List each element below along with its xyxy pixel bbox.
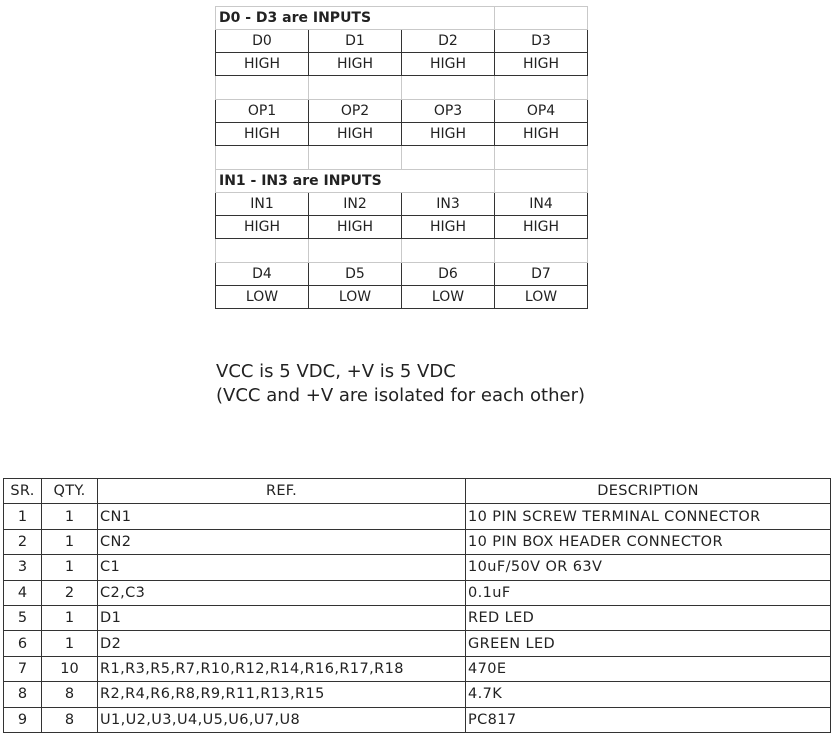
d-state-row [216,53,588,76]
sr-cell: 1 [4,504,42,529]
ref-cell: C1 [98,555,466,580]
empty-cell [495,76,588,100]
cell: HIGH [402,53,495,76]
section2-title: IN1 - IN3 are INPUTS [216,170,495,193]
table-row [4,707,831,732]
sr-cell: 3 [4,555,42,580]
ref-cell: CN1 [98,504,466,529]
sr-cell: 6 [4,631,42,656]
cell: HIGH [309,216,402,239]
ref-cell: D2 [98,631,466,656]
sr-cell: 8 [4,682,42,707]
cell: HIGH [402,123,495,146]
ref-cell: U1,U2,U3,U4,U5,U6,U7,U8 [98,707,466,732]
qty-cell: 1 [42,504,98,529]
empty-cell [216,76,309,100]
cell: HIGH [309,123,402,146]
cell: IN2 [309,193,402,216]
table-row [4,529,831,554]
ref-cell: D1 [98,605,466,630]
cell: IN1 [216,193,309,216]
table-row [4,580,831,605]
description-cell: 0.1uF [466,580,831,605]
section-header-row [216,170,588,193]
qty-cell: 1 [42,529,98,554]
cell: HIGH [402,216,495,239]
empty-cell [309,239,402,263]
empty-cell [216,239,309,263]
cell: LOW [309,286,402,309]
empty-cell [402,76,495,100]
cell: OP1 [216,100,309,123]
empty-cell [402,146,495,170]
cell: HIGH [495,53,588,76]
qty-cell: 8 [42,707,98,732]
description-cell: 4.7K [466,682,831,707]
cell: D4 [216,263,309,286]
cell: OP2 [309,100,402,123]
op-label-row [216,100,588,123]
cell: HIGH [216,53,309,76]
ref-cell: CN2 [98,529,466,554]
cell: D3 [495,30,588,53]
table-row [4,504,831,529]
table-row [4,605,831,630]
cell: HIGH [495,123,588,146]
cell: HIGH [309,53,402,76]
op-state-row [216,123,588,146]
ref-cell: R2,R4,R6,R8,R9,R11,R13,R15 [98,682,466,707]
description-cell: 10uF/50V OR 63V [466,555,831,580]
cell: OP3 [402,100,495,123]
d-label-row [216,30,588,53]
in-label-row [216,193,588,216]
qty-cell: 10 [42,656,98,681]
empty-cell [495,7,588,30]
cell: OP4 [495,100,588,123]
cell: LOW [402,286,495,309]
header-sr: SR. [4,479,42,504]
header-description: DESCRIPTION [466,479,831,504]
description-cell: PC817 [466,707,831,732]
empty-cell [495,239,588,263]
blank-row [216,146,588,170]
cell: D1 [309,30,402,53]
cell: LOW [495,286,588,309]
bill-of-materials-table [3,478,831,733]
section1-title: D0 - D3 are INPUTS [216,7,495,30]
table-row [4,555,831,580]
qty-cell: 1 [42,555,98,580]
empty-cell [495,170,588,193]
empty-cell [402,239,495,263]
power-note [216,360,585,408]
cell: D2 [402,30,495,53]
ref-cell: R1,R3,R5,R7,R10,R12,R14,R16,R17,R18 [98,656,466,681]
cell: LOW [216,286,309,309]
cell: HIGH [495,216,588,239]
empty-cell [216,146,309,170]
cell: HIGH [216,123,309,146]
in-state-row [216,216,588,239]
description-cell: 10 PIN SCREW TERMINAL CONNECTOR [466,504,831,529]
qty-cell: 8 [42,682,98,707]
empty-cell [309,146,402,170]
description-cell: 10 PIN BOX HEADER CONNECTOR [466,529,831,554]
header-qty: QTY. [42,479,98,504]
cell: D5 [309,263,402,286]
cell: D0 [216,30,309,53]
cell: D7 [495,263,588,286]
section-header-row [216,7,588,30]
cell: IN4 [495,193,588,216]
qty-cell: 1 [42,631,98,656]
bom-body [4,504,831,733]
header-ref: REF. [98,479,466,504]
table-row [4,682,831,707]
d2-state-row [216,286,588,309]
note-line-2: (VCC and +V are isolated for each other) [216,385,586,406]
cell: HIGH [216,216,309,239]
cell: IN3 [402,193,495,216]
table-row [4,631,831,656]
qty-cell: 1 [42,605,98,630]
d2-label-row [216,263,588,286]
note-line-1: VCC is 5 VDC, +V is 5 VDC [216,361,456,382]
sr-cell: 9 [4,707,42,732]
ref-cell: C2,C3 [98,580,466,605]
sr-cell: 2 [4,529,42,554]
bom-header-row [4,479,831,504]
cell: D6 [402,263,495,286]
table-row [4,656,831,681]
empty-cell [309,76,402,100]
sr-cell: 4 [4,580,42,605]
description-cell: 470E [466,656,831,681]
logic-state-table [215,6,588,309]
blank-row [216,239,588,263]
sr-cell: 7 [4,656,42,681]
empty-cell [495,146,588,170]
qty-cell: 2 [42,580,98,605]
blank-row [216,76,588,100]
sr-cell: 5 [4,605,42,630]
description-cell: GREEN LED [466,631,831,656]
description-cell: RED LED [466,605,831,630]
